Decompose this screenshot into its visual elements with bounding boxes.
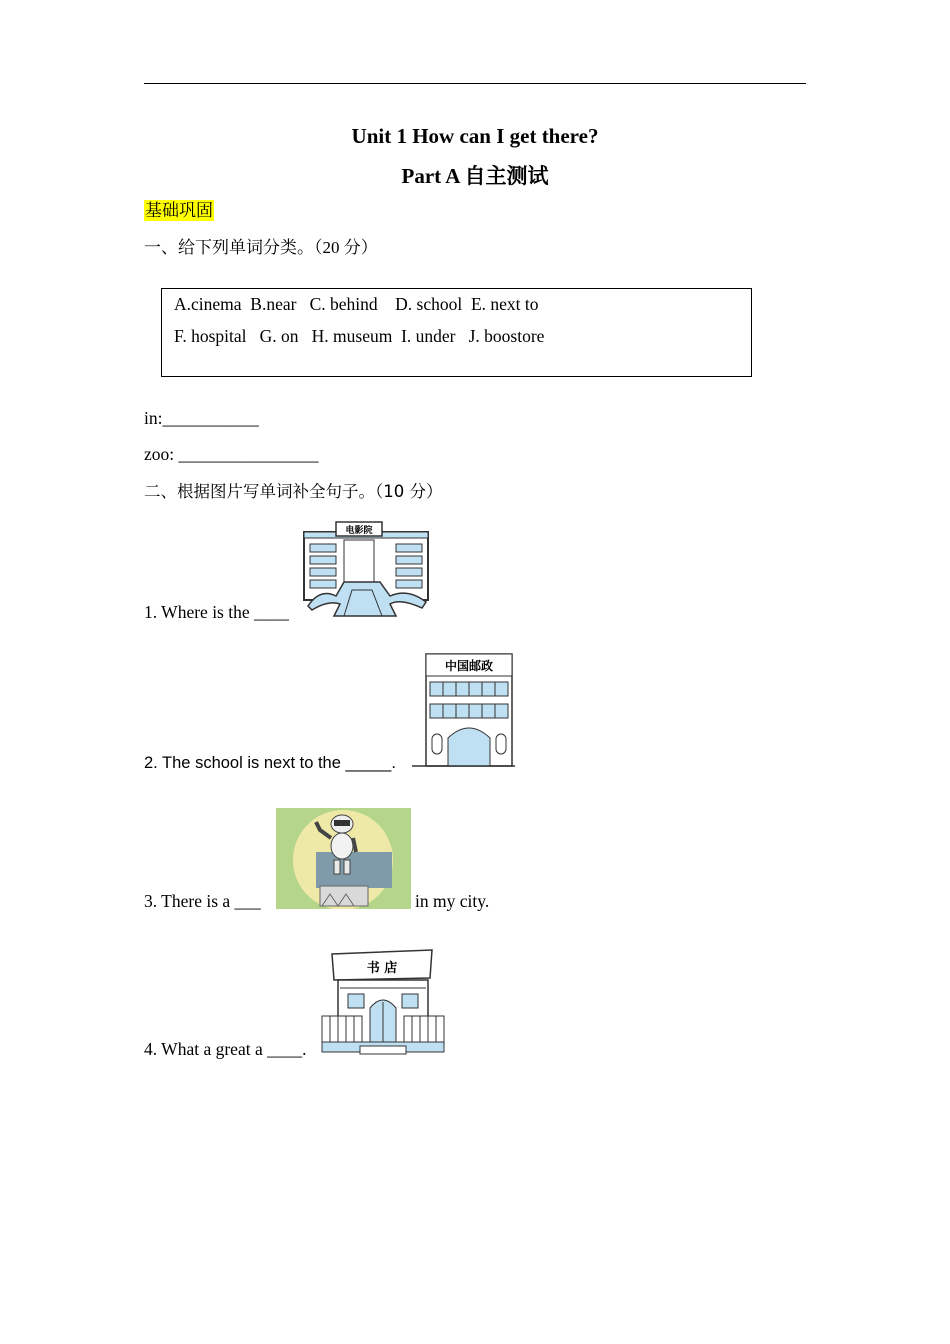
blank-zoo: zoo: ________________ <box>144 444 319 464</box>
word-bank-line-2: F. hospital G. on H. museum I. under J. boostore <box>174 326 545 346</box>
question-3: 3. There is a ___ <box>144 891 261 911</box>
section-tag-highlight: 基础巩固 <box>145 201 213 220</box>
part2-heading: 二、根据图片写单词补全句子。（10 分） <box>144 482 443 501</box>
bookstore-picture <box>320 948 446 1056</box>
question-2: 2. The school is next to the _____. <box>144 754 396 772</box>
robot-museum-picture <box>276 808 411 909</box>
word-bank-line-1: A.cinema B.near C. behind D. school E. next to <box>174 294 539 314</box>
page-title: Unit 1 How can I get there? <box>351 124 599 148</box>
header-rule <box>144 83 806 84</box>
page-subtitle: Part A 自主测试 <box>401 164 549 188</box>
cinema-picture <box>300 518 432 618</box>
question-3-end: in my city. <box>415 891 490 911</box>
cinema-sign-text: 电影院 <box>345 526 373 536</box>
question-4: 4. What a great a ____. <box>144 1039 307 1059</box>
question-1: 1. Where is the ____ <box>144 602 289 622</box>
part1-heading: 一、给下列单词分类。（20 分） <box>144 238 378 257</box>
post-sign-text: 中国邮政 <box>444 659 494 673</box>
post-office-picture <box>412 652 515 768</box>
word-bank-box <box>161 288 752 377</box>
blank-in: in:___________ <box>144 408 259 428</box>
book-sign-text: 书 店 <box>366 961 398 976</box>
